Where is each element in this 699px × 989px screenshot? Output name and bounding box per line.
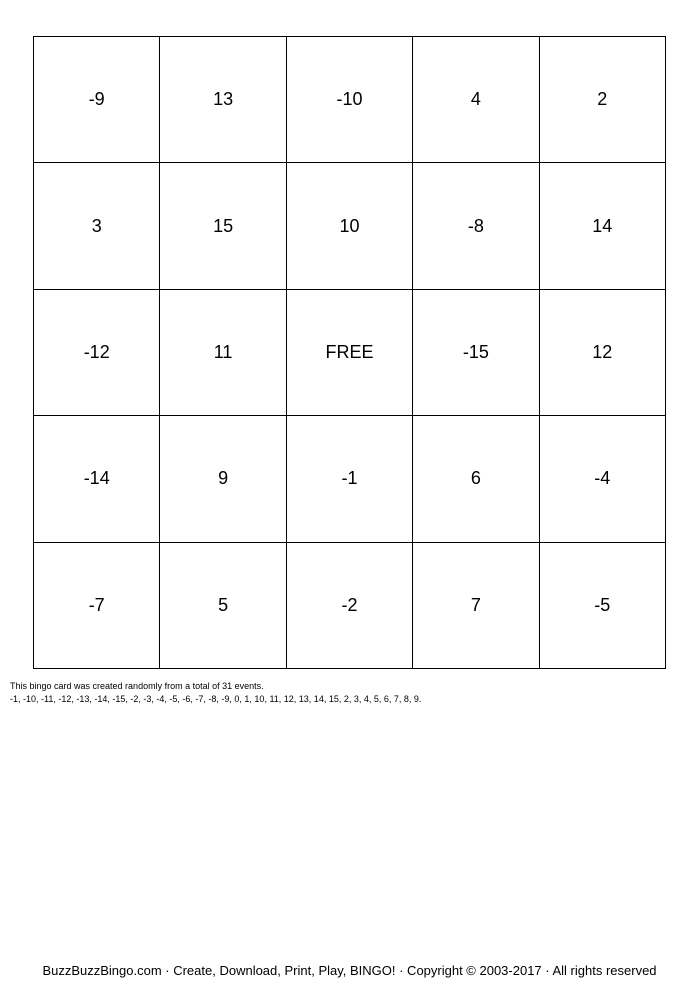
bingo-cell: 5: [160, 543, 286, 669]
bingo-cell: 6: [413, 416, 539, 542]
bingo-cell: -5: [540, 543, 666, 669]
bingo-cell: -12: [34, 290, 160, 416]
bingo-cell: -2: [287, 543, 413, 669]
page-footer: BuzzBuzzBingo.com · Create, Download, Print, Play, BINGO! · Copyright © 2003-2017 · All rights reserved: [42, 963, 657, 978]
bingo-cell: 2: [540, 37, 666, 163]
bingo-cell: 7: [413, 543, 539, 669]
bingo-cell: 9: [160, 416, 286, 542]
caption-summary: This bingo card was created randomly from a total of 31 events.: [10, 681, 264, 691]
bingo-cell: 4: [413, 37, 539, 163]
bingo-free-cell: FREE: [287, 290, 413, 416]
bingo-cell: 10: [287, 163, 413, 289]
bingo-cell: -15: [413, 290, 539, 416]
bingo-cell: -9: [34, 37, 160, 163]
bingo-cell: -4: [540, 416, 666, 542]
bingo-cell: 13: [160, 37, 286, 163]
bingo-cell: -14: [34, 416, 160, 542]
bingo-cell: 3: [34, 163, 160, 289]
bingo-cell: -7: [34, 543, 160, 669]
bingo-cell: 15: [160, 163, 286, 289]
bingo-cell: -10: [287, 37, 413, 163]
bingo-cell: 12: [540, 290, 666, 416]
bingo-cell: -1: [287, 416, 413, 542]
card-caption: [10, 680, 690, 706]
bingo-cell: -8: [413, 163, 539, 289]
bingo-card-grid: [33, 36, 666, 669]
bingo-cell: 11: [160, 290, 286, 416]
caption-event-list: -1, -10, -11, -12, -13, -14, -15, -2, -3, -4, -5, -6, -7, -8, -9, 0, 1, 10, 11, 12, 13, 14, 15, 2, 3, 4, 5, 6, 7, 8, 9.: [10, 694, 422, 704]
bingo-cell: 14: [540, 163, 666, 289]
